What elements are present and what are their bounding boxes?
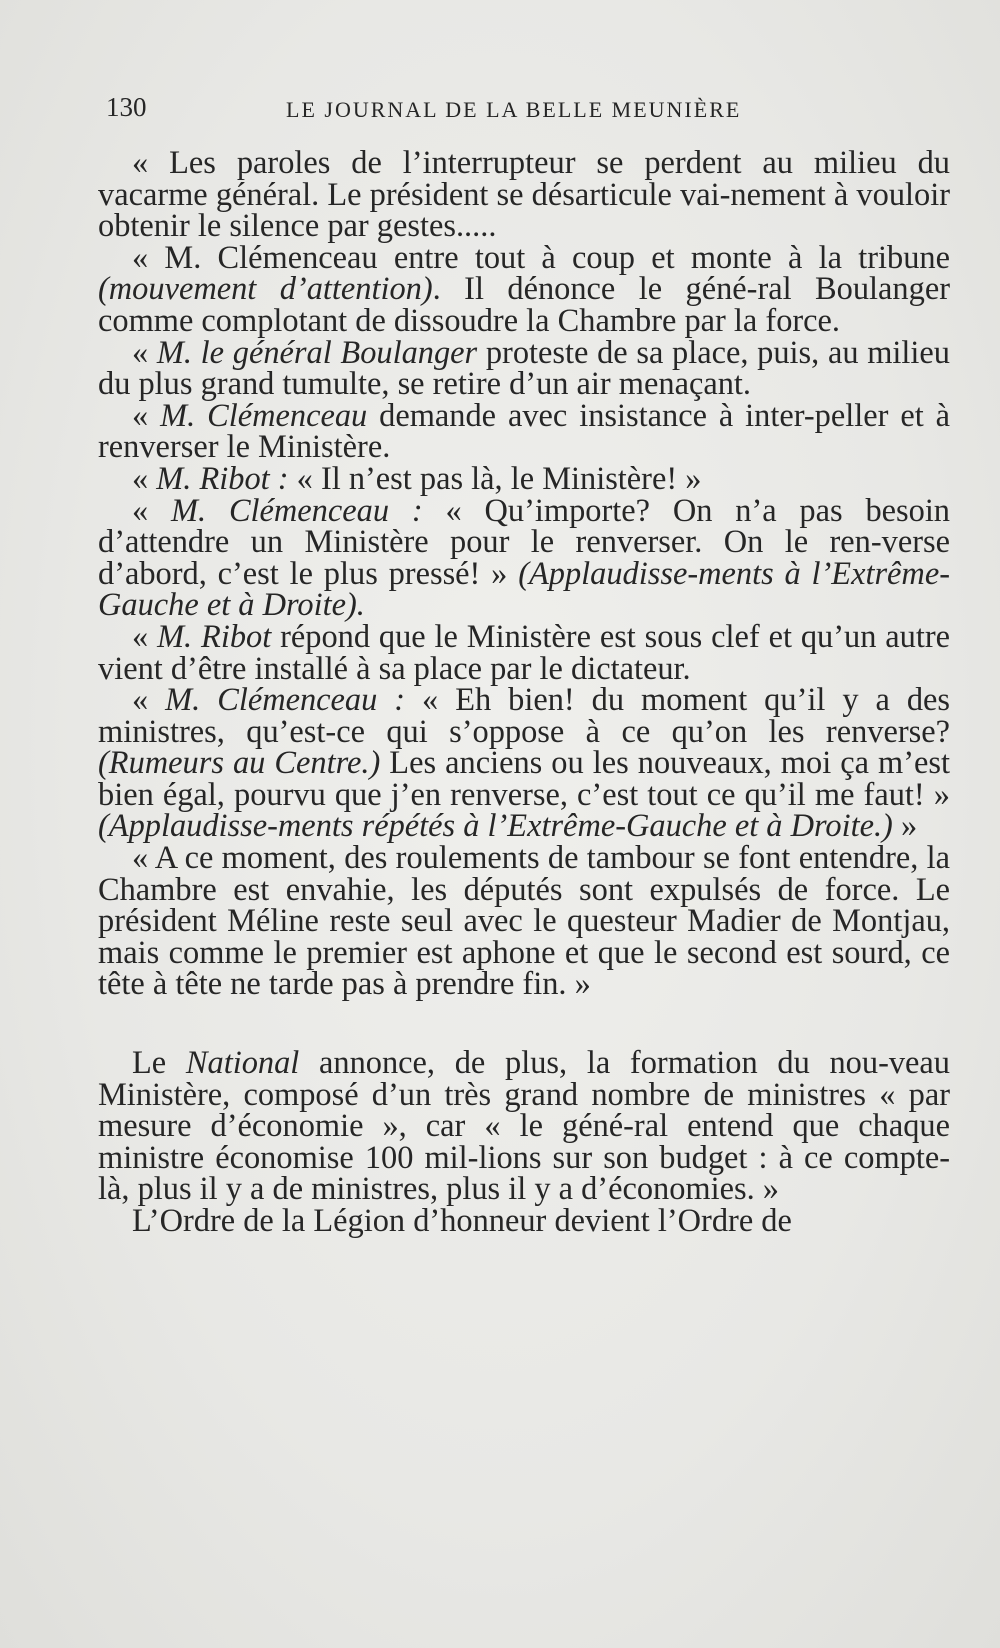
running-header — [106, 92, 778, 132]
italic-run: M. Clémenceau : — [165, 682, 406, 719]
paragraph-clemenceau-eh-bien — [98, 682, 951, 845]
body-text — [98, 145, 951, 1239]
text-run: « Eh bien! du moment qu’il y a des ministres, qu’est-ce qui s’oppose à ce qu’on les renverse? — [98, 682, 951, 750]
text-run: « — [132, 334, 157, 371]
italic-run: (Applaudisse-ments à l’Extrême-Gauche et à Droite). — [98, 555, 950, 624]
running-title: LE JOURNAL DE LA BELLE MEUNIÈRE — [286, 97, 742, 122]
paragraph-interrupteur — [98, 145, 950, 245]
text-run: « — [132, 682, 166, 719]
page-number: 130 — [106, 92, 147, 122]
italic-run: M. le général Boulanger — [156, 334, 478, 371]
text-run: Le — [132, 1045, 186, 1082]
paragraph-boulanger-proteste — [98, 334, 951, 403]
text-run: « — [132, 618, 158, 655]
italic-run: National — [185, 1045, 300, 1082]
text-run: L’Ordre de la Légion d’honneur devient l’Ordre de — [132, 1203, 792, 1239]
text-run: proteste de sa place, puis, au milieu du plus grand tumulte, se retire d’un air menaçant. — [98, 334, 951, 403]
text-run: « A ce moment, des roulements de tambour se font entendre, la Chambre est envahie, les députés sont expulsés de force. Le président Méline reste seul avec le questeur Madier de Montjau, mais comme le premier est aphone et que le second est sourd, ce tête à tête ne tarde pas à prendre fin. » — [98, 840, 950, 1003]
text-run: « — [132, 492, 172, 529]
paragraph-clemenceau-demande — [98, 397, 950, 466]
italic-run: M. Clémenceau : — [171, 492, 423, 529]
text-run: « Les paroles de l’interrupteur se perdent au milieu du vacarme général. Le président se désarticule vai-nement à vouloir obtenir le silence par gestes..... — [98, 145, 950, 245]
text-run: « Il n’est pas là, le Ministère! » — [288, 460, 702, 497]
text-run: demande avec insistance à inter-peller et à renverser le Ministère. — [98, 397, 950, 466]
text-run: « — [132, 460, 157, 497]
text-run: annonce, de plus, la formation du nou-veau Ministère, composé d’un très grand nombre de ministres « par mesure d’économie », car « le géné-ral entend que chaque ministre économise 100 mil-lions sur son budget : à ce compte-là, plus il y a de ministres, plus il y a d’économies. » — [98, 1045, 950, 1208]
italic-run: (mouvement d’attention) — [98, 271, 433, 308]
text-run: « M. Clémenceau entre tout à coup et monte à la tribune — [132, 239, 950, 276]
text-run: « Qu’importe? On n’a pas besoin d’attendre un Ministère pour le renverser. On le ren-verse d’abord, c’est le plus pressé! » — [98, 492, 951, 592]
text-run: » — [892, 808, 918, 845]
italic-run: M. Ribot — [157, 618, 272, 655]
paragraph-national — [98, 1045, 950, 1208]
italic-run: (Applaudisse-ments répétés à l’Extrême-Gauche et à Droite.) — [98, 808, 893, 845]
italic-run: M. Ribot : — [156, 460, 289, 497]
paragraph-ribot-replique — [98, 460, 950, 497]
paragraph-tambour — [98, 840, 950, 1003]
text-run: Les anciens ou les nouveaux, moi ça m’est bien égal, pourvu que j’en renverse, c’est tout ce qu’il me faut! » — [98, 745, 950, 813]
paragraph-ribot-repond — [98, 618, 951, 687]
text-run: répond que le Ministère est sous clef et qu’un autre vient d’être installé à sa place par le dictateur. — [98, 618, 951, 687]
paragraph-legion-honneur — [98, 1203, 950, 1239]
paragraph-clemenceau-qu-importe — [98, 492, 951, 624]
paragraph-clemenceau-tribune — [98, 239, 950, 339]
section-gap — [98, 1001, 950, 1048]
italic-run: (Rumeurs au Centre.) — [98, 745, 381, 782]
text-run: . Il dénonce le géné-ral Boulanger comme complotant de dissoudre la Chambre par la force. — [98, 271, 950, 339]
text-run: « — [132, 397, 161, 434]
italic-run: M. Clémenceau — [160, 397, 368, 434]
